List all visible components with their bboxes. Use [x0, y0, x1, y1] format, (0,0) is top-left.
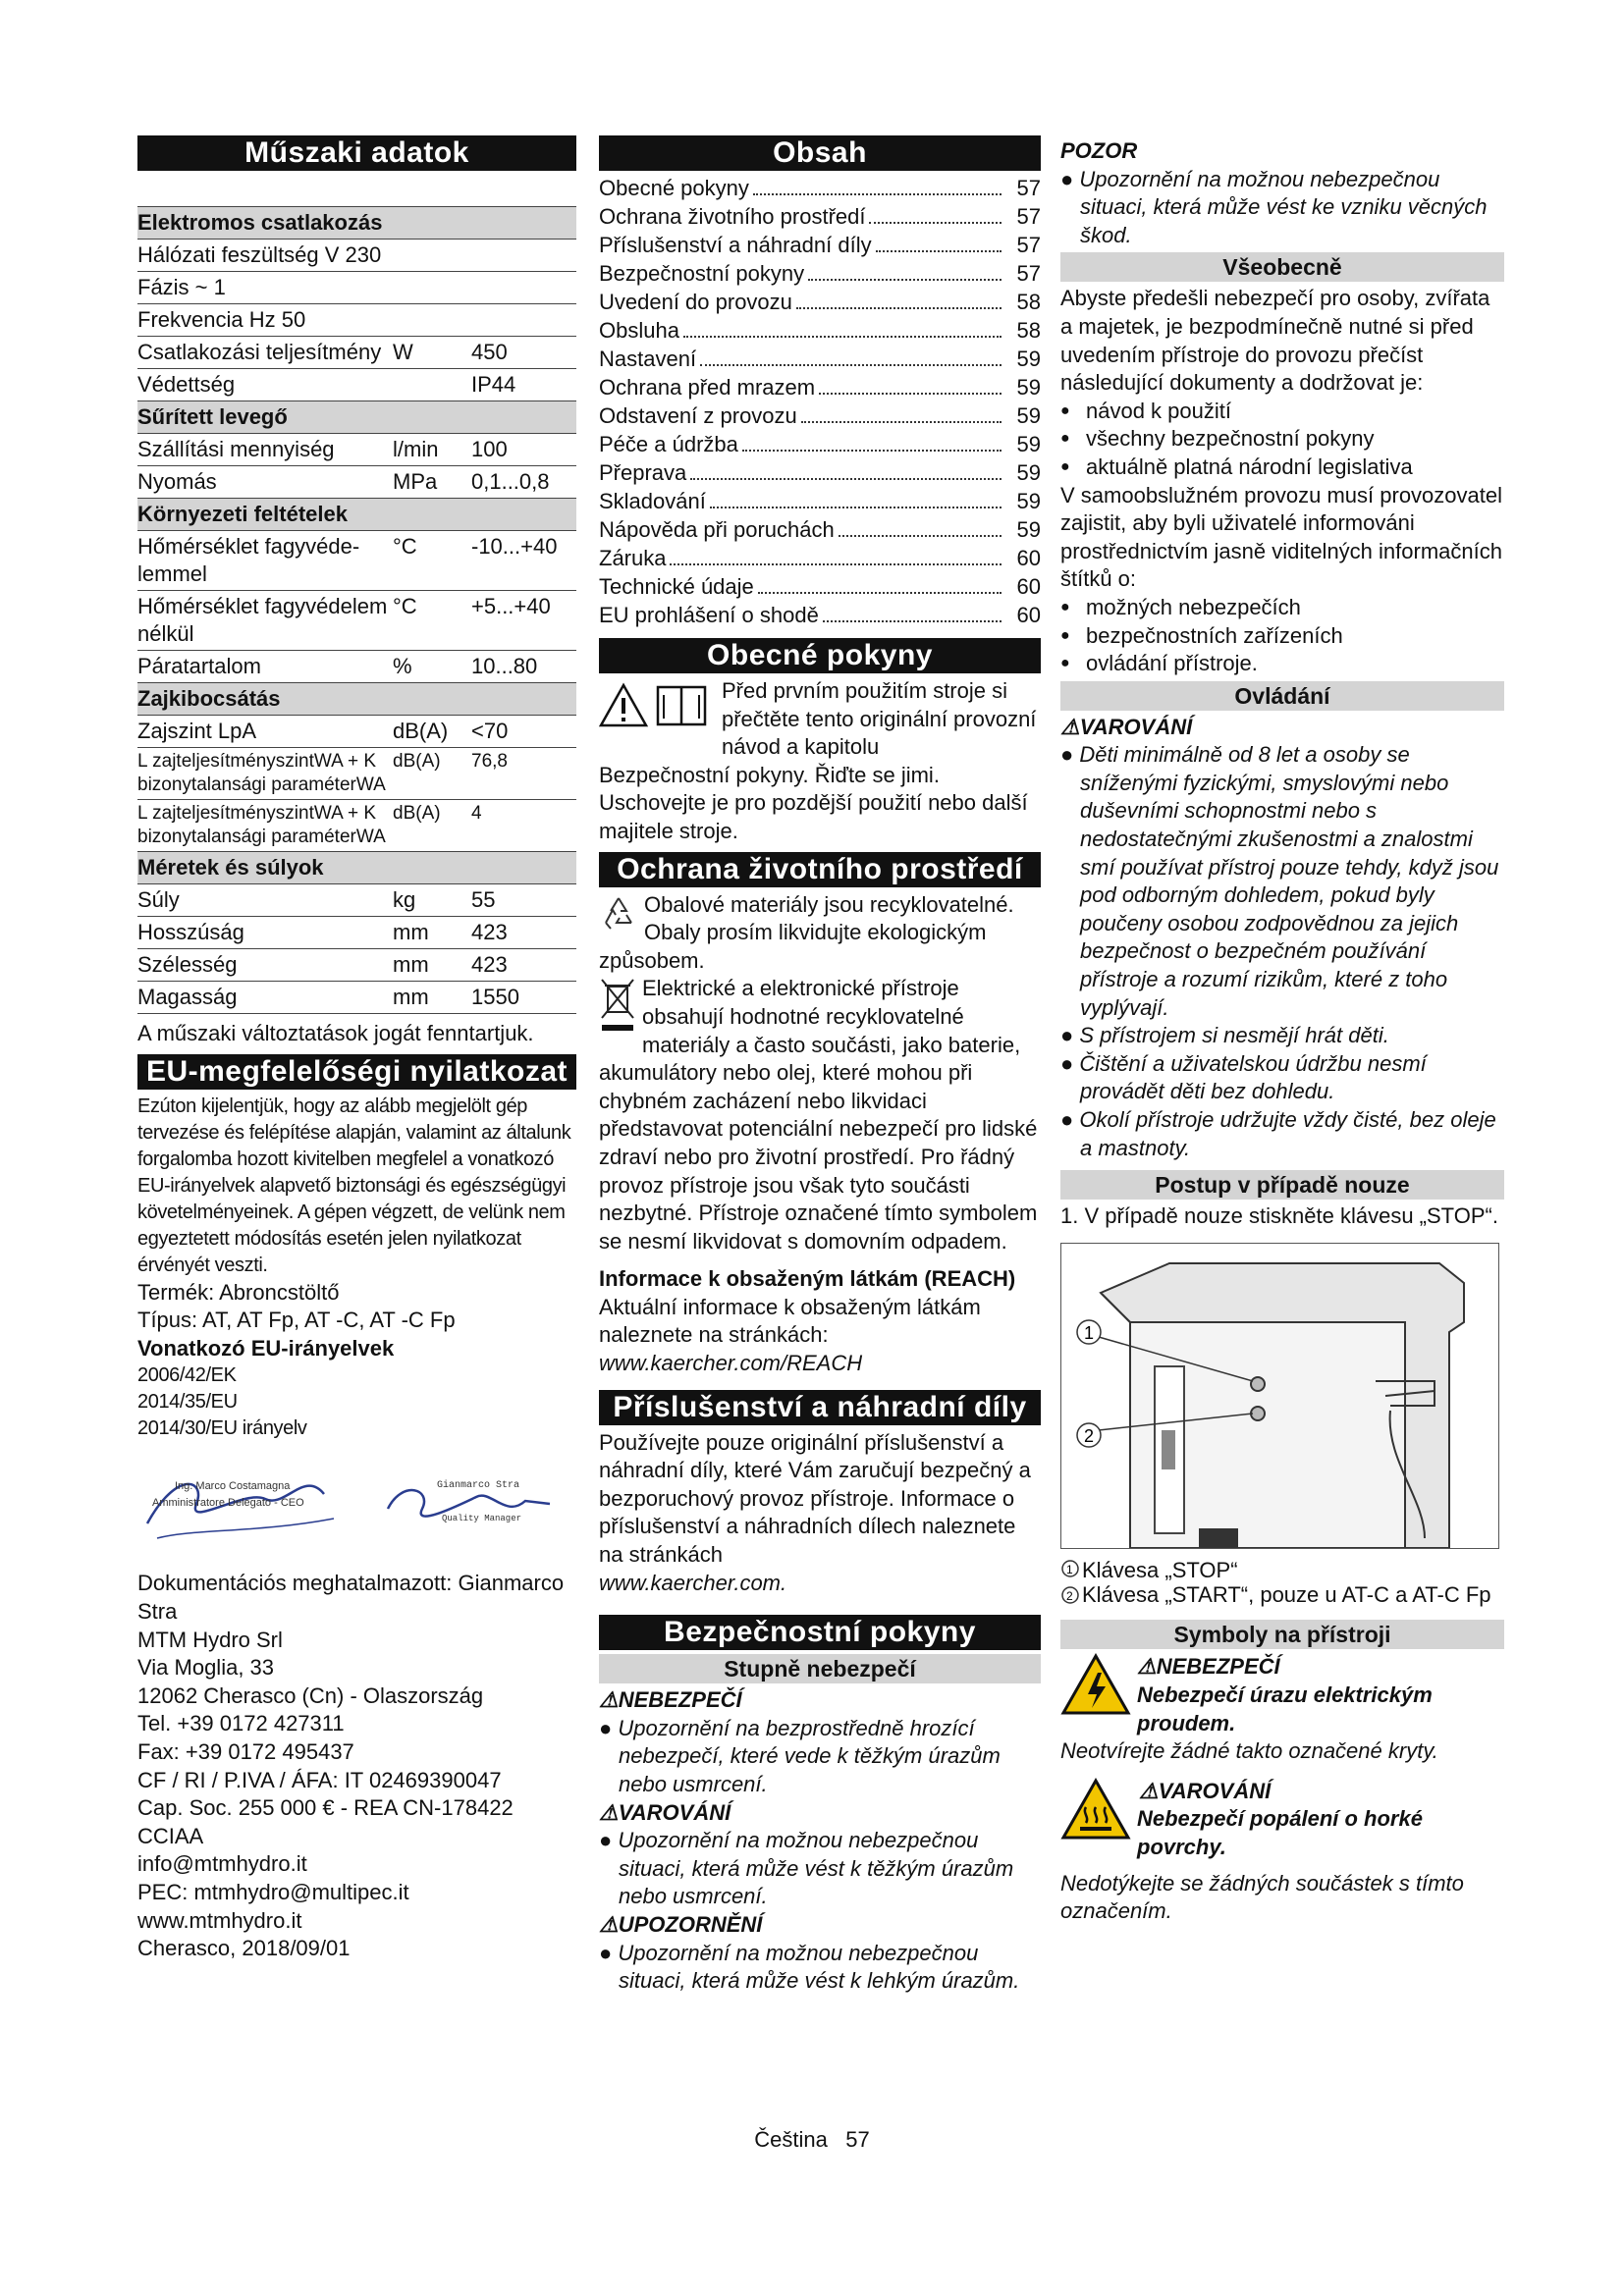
table-row: [137, 401, 576, 434]
general-info-heading: Všeobecně: [1060, 252, 1504, 282]
table-cell: [471, 272, 576, 304]
symbol-danger-text: Nebezpečí úrazu elektrickým proudem.: [1137, 1682, 1433, 1735]
table-row: [137, 499, 576, 531]
svg-text:1: 1: [1066, 1562, 1073, 1576]
table-cell: kg: [393, 884, 471, 917]
table-cell: [393, 240, 471, 272]
general-text-b: Bezpečnostní pokyny. Řiďte se jimi. Uschovejte je pro pozdější použití nebo další majitele stroje.: [599, 762, 1028, 843]
symbol-warn-note: Nedotýkejte se žádných součástek s tímto označením.: [1060, 1870, 1464, 1924]
table-cell: Hosszúság: [137, 917, 393, 949]
table-cell: 0,1...0,8: [471, 466, 576, 499]
toc-entry-page: 59: [1016, 347, 1041, 371]
table-cell: Páratartalom: [137, 651, 393, 683]
table-row: [137, 917, 576, 949]
table-cell: [471, 175, 576, 207]
toc-entry-title: Obecné pokyny: [599, 176, 749, 200]
section-header: Méretek és súlyok: [137, 852, 576, 884]
toc-entry-page: 60: [1016, 546, 1041, 570]
toc-leader: [808, 278, 1001, 281]
table-cell: L zajteljesítményszintWA + K bizonytalansági paraméterWA: [137, 800, 393, 852]
table-cell: [393, 304, 471, 337]
table-cell: Hőmérséklet fagyvédelemmel: [137, 531, 393, 591]
toc-entry[interactable]: [599, 545, 1041, 573]
table-cell: W: [393, 337, 471, 369]
toc-entry-title: Obsluha: [599, 318, 679, 343]
directive-item: 2014/30/EU irányelv: [137, 1417, 307, 1440]
toc-entry-title: Technické údaje: [599, 574, 754, 599]
section-header: Elektromos csatlakozás: [137, 207, 576, 240]
reach-text: Aktuální informace k obsaženým látkám naleznete na stránkách:: [599, 1294, 981, 1348]
list-item: [1060, 622, 1504, 651]
tech-note: A műszaki változtatások jogát fenntartjuk.: [137, 1021, 534, 1045]
toc-entry[interactable]: [599, 203, 1041, 232]
bullet-icon: ●: [1060, 457, 1070, 475]
key-legend-1: [1060, 1557, 1504, 1585]
page-footer: [0, 2127, 1624, 2153]
table-cell: 76,8: [471, 748, 576, 800]
table-cell: mm: [393, 917, 471, 949]
toc-leader: [819, 392, 1001, 395]
operation-warning-item: ● Čištění a uživatelskou údržbu nesmí provádět děti bez dohledu.: [1060, 1050, 1427, 1104]
symbol-warn-label: ⚠VAROVÁNÍ: [1139, 1778, 1272, 1803]
table-row: [137, 800, 576, 852]
toc-entry-title: Ochrana před mrazem: [599, 375, 816, 400]
env-text-b: Elektrické a elektronické přístroje obsahují hodnotné recyklovatelné materiály a často součásti, jako baterie, akumulátory nebo olej, které mohou při chybném zacházení nebo likvidaci představovat potenciální nebezpečí pro lidské zdraví nebo pro životní prostředí. Pro řádný provoz přístroje jsou však tyto součásti nezbytné. Přístroje označené tímto symbolem se nesmí likvidovat s domovním odpadem.: [599, 976, 1038, 1254]
toc-entry-page: 57: [1016, 204, 1041, 229]
table-cell: 450: [471, 337, 576, 369]
list-item: [1060, 454, 1504, 482]
symbol-warn-block: [1060, 1778, 1504, 1862]
start-key-drawing: [1251, 1407, 1265, 1420]
toc-entry-page: 59: [1016, 489, 1041, 513]
table-cell: dB(A): [393, 748, 471, 800]
table-cell: °C: [393, 531, 471, 591]
toc-entry[interactable]: [599, 459, 1041, 488]
operation-warning-item: ● S přístrojem si nesmějí hrát děti.: [1060, 1023, 1389, 1048]
toc-entry-page: 60: [1016, 574, 1041, 599]
toc-entry[interactable]: [599, 374, 1041, 402]
electric-hazard-icon: [1060, 1653, 1131, 1716]
table-cell: Hálózati feszültség V 230: [137, 240, 393, 272]
bullet-icon: ●: [1060, 401, 1070, 419]
toc-entry[interactable]: [599, 431, 1041, 459]
section-header: Zajkibocsátás: [137, 683, 576, 716]
table-row: [137, 434, 576, 466]
table-row: [137, 240, 576, 272]
toc-leader: [823, 619, 1001, 622]
bullet-icon: ●: [1060, 626, 1070, 644]
table-cell: -10...+40: [471, 531, 576, 591]
table-row: [137, 716, 576, 748]
caution-text: ● Upozornění na možnou nebezpečnou situaci, která může vést k lehkým úrazům.: [599, 1940, 1020, 1994]
toc-entry-page: 58: [1016, 318, 1041, 343]
table-cell: Zajszint LpA: [137, 716, 393, 748]
toc-entry[interactable]: [599, 232, 1041, 260]
toc-entry-page: 59: [1016, 403, 1041, 428]
toc-entry[interactable]: [599, 602, 1041, 630]
toc-entry-page: 57: [1016, 176, 1041, 200]
toc-entry-title: Nápověda při poruchách: [599, 517, 835, 542]
table-cell: 100: [471, 434, 576, 466]
caution-label: ⚠UPOZORNĚNÍ: [599, 1911, 763, 1937]
toc-entry-title: Ochrana životního prostředí: [599, 204, 866, 229]
table-cell: 423: [471, 917, 576, 949]
table-cell: Hőmérséklet fagyvédelem nélkül: [137, 591, 393, 651]
table-cell: Magasság: [137, 982, 393, 1014]
table-row: [137, 651, 576, 683]
contact-line: Dokumentációs meghatalmazott: Gianmarco Stra: [137, 1571, 565, 1624]
toc-entry[interactable]: [599, 488, 1041, 516]
table-row: [137, 466, 576, 499]
env-block-a: [599, 891, 1041, 976]
contact-line: 12062 Cherasco (Cn) - Olaszország: [137, 1682, 484, 1708]
toc-entry-page: 59: [1016, 460, 1041, 485]
table-cell: 423: [471, 949, 576, 982]
column-1: [137, 133, 576, 1963]
toc-leader: [700, 363, 1001, 366]
sig2-role: Quality Manager: [442, 1514, 522, 1524]
environment-heading: Ochrana životního prostředí: [599, 852, 1041, 887]
toc-leader: [683, 335, 1001, 338]
eu-declaration-heading: EU-megfelelőségi nyilatkozat: [137, 1054, 576, 1090]
section-header: Sűrített levegő: [137, 401, 576, 434]
table-row: [137, 591, 576, 651]
table-row: [137, 369, 576, 401]
directive-item: 2006/42/EK: [137, 1364, 237, 1387]
table-cell: Csatlakozási teljesítmény: [137, 337, 393, 369]
toc-entry[interactable]: [599, 175, 1041, 203]
symbol-warn-text: Nebezpečí popálení o horké povrchy.: [1137, 1806, 1423, 1859]
toc-heading: Obsah: [599, 135, 1041, 171]
general-heading: Obecné pokyny: [599, 638, 1041, 673]
types-line: Típus: AT, AT Fp, AT -C, AT -C Fp: [137, 1308, 456, 1333]
table-cell: Védettség: [137, 369, 393, 401]
operation-warning-item: ● Děti minimálně od 8 let a osoby se sníženými fyzickými, smyslovými nebo duševními schopnostmi nebo s nedostatečnými zkušenostmi a znalostmi smí používat přístroj pouze tehdy, když jsou pod odborným dohledem, pokud byly poučeny osobou zodpovědnou za jejich bezpečnost o bezpečném používání přístroje a rozumí rizikům, které z toho vyplývají.: [1060, 742, 1499, 1020]
reach-url[interactable]: www.kaercher.com/REACH: [599, 1351, 863, 1376]
contact-line: CF / RI / P.IVA / ÁFA: IT 02469390047: [137, 1767, 502, 1792]
table-row: [137, 949, 576, 982]
toc-leader: [670, 562, 1001, 565]
accessories-url[interactable]: www.kaercher.com.: [599, 1570, 787, 1595]
toc-entry-page: 60: [1016, 603, 1041, 627]
table-cell: Nyomás: [137, 466, 393, 499]
table-row: [137, 748, 576, 800]
table-row: [137, 884, 576, 917]
table-row: [137, 207, 576, 240]
column-2: [599, 133, 1041, 1996]
toc-entry-title: Bezpečnostní pokyny: [599, 261, 805, 286]
list-item: [1060, 398, 1504, 426]
callout-1: 1: [1084, 1322, 1095, 1343]
svg-text:2: 2: [1066, 1589, 1073, 1604]
table-cell: [393, 175, 471, 207]
table-row: [137, 304, 576, 337]
directives-list: [137, 1362, 576, 1442]
list-item-text: aktuálně platná národní legislativa: [1086, 454, 1413, 479]
contact-line: Fax: +39 0172 495437: [137, 1738, 354, 1764]
toc-leader: [710, 506, 1001, 508]
table-cell: %: [393, 651, 471, 683]
table-row: [137, 272, 576, 304]
toc-entry-title: EU prohlášení o shodě: [599, 603, 819, 627]
contact-line: Tel. +39 0172 427311: [137, 1711, 345, 1736]
contact-line: PEC: mtmhydro@multipec.it: [137, 1879, 409, 1904]
table-cell: MPa: [393, 466, 471, 499]
list-item-text: bezpečnostních zařízeních: [1086, 622, 1343, 648]
list-item: [1060, 594, 1504, 622]
toc-entry-title: Příslušenství a náhradní díly: [599, 233, 872, 257]
warning-text: ● Upozornění na možnou nebezpečnou situaci, která může vést k těžkým úrazům nebo usmrcení.: [599, 1828, 1014, 1909]
danger-label: ⚠NEBEZPEČÍ: [599, 1687, 742, 1713]
toc-entry[interactable]: [599, 402, 1041, 431]
contact-line: Cap. Soc. 255 000 € - REA CN-178422 CCIAA: [137, 1795, 514, 1848]
column-3: [1060, 133, 1504, 1926]
table-cell: l/min: [393, 434, 471, 466]
toc-entry-page: 59: [1016, 517, 1041, 542]
toc-entry[interactable]: [599, 289, 1041, 317]
symbol-danger-label: ⚠NEBEZPEČÍ: [1137, 1654, 1280, 1680]
emergency-heading: Postup v případě nouze: [1060, 1170, 1504, 1200]
table-cell: 10...80: [471, 651, 576, 683]
operation-heading: Ovládání: [1060, 681, 1504, 711]
toc-entry-title: Nastavení: [599, 347, 697, 371]
footer-language: Čeština: [754, 2127, 828, 2152]
toc-leader: [690, 477, 1001, 480]
general-info-text: Abyste předešli nebezpečí pro osoby, zvířata a majetek, je bezpodmínečně nutné si před uvedením přístroje do provozu přečíst následující dokumenty a dodržovat je:: [1060, 286, 1490, 396]
table-row: [137, 531, 576, 591]
list-item-text: možných nebezpečích: [1086, 594, 1301, 619]
warning-label: ⚠VAROVÁNÍ: [599, 1799, 731, 1825]
key-legend-2: [1060, 1584, 1504, 1608]
table-cell: °C: [393, 591, 471, 651]
env-block-b: [599, 975, 1041, 1255]
table-cell: [471, 304, 576, 337]
table-cell: [137, 175, 393, 207]
toc-leader: [742, 449, 1001, 452]
toc-leader: [876, 249, 1001, 252]
table-cell: [393, 272, 471, 304]
table-row: [137, 852, 576, 884]
toc-entry-page: 57: [1016, 261, 1041, 286]
general-info-list2: [1060, 594, 1504, 678]
table-cell: Szállítási mennyiség: [137, 434, 393, 466]
table-cell: dB(A): [393, 716, 471, 748]
list-item-text: návod k použití: [1086, 398, 1231, 423]
table-of-contents: [599, 175, 1041, 630]
toc-leader: [753, 192, 1001, 195]
contact-line: www.mtmhydro.it: [137, 1907, 302, 1933]
table-cell: [471, 240, 576, 272]
toc-entry[interactable]: [599, 573, 1041, 602]
table-cell: mm: [393, 949, 471, 982]
list-item-text: všechny bezpečnostní pokyny: [1086, 426, 1375, 452]
pozor-text: ● Upozornění na možnou nebezpečnou situaci, která může vést ke vzniku věcných škod.: [1060, 166, 1488, 247]
symbol-danger-note: Neotvírejte žádné takto označené kryty.: [1060, 1738, 1438, 1764]
table-cell: Szélesség: [137, 949, 393, 982]
stop-key-drawing: [1251, 1377, 1265, 1391]
toc-leader: [839, 534, 1001, 537]
emergency-step: 1. V případě nouze stiskněte klávesu „STOP“.: [1060, 1203, 1498, 1229]
reach-heading: Informace k obsaženým látkám (REACH): [599, 1266, 1016, 1292]
contact-line: Cherasco, 2018/09/01: [137, 1936, 351, 1961]
manual-book-icon: [658, 687, 705, 724]
contact-line: Via Moglia, 33: [137, 1655, 275, 1681]
tech-data-table: [137, 175, 576, 1014]
key-legend-1-text: Klávesa „STOP“: [1082, 1557, 1238, 1582]
toc-entry-page: 59: [1016, 375, 1041, 400]
table-cell: L zajteljesítményszintWA + K bizonytalansági paraméterWA: [137, 748, 393, 800]
table-row: [137, 683, 576, 716]
toc-entry-title: Péče a údržba: [599, 432, 738, 456]
directive-item: 2014/35/EU: [137, 1391, 238, 1414]
toc-entry-title: Přeprava: [599, 460, 687, 485]
general-text-a: Před prvním použitím stroje si přečtěte tento originální provozní návod a kapitolu: [722, 678, 1037, 760]
accessories-heading: Příslušenství a náhradní díly: [599, 1390, 1041, 1425]
operation-warning-item: ● Okolí přístroje udržujte vždy čisté, bez oleje a mastnoty.: [1060, 1107, 1496, 1160]
crossed-bin-icon: [599, 977, 636, 1036]
table-row: [137, 337, 576, 369]
page-number: 57: [845, 2127, 870, 2152]
bullet-icon: ●: [1060, 655, 1070, 672]
toc-leader: [758, 591, 1001, 594]
operation-warning-list: [1060, 741, 1504, 1162]
hot-surface-icon: [1060, 1778, 1131, 1841]
sig2-name: Gianmarco Stra: [437, 1480, 520, 1492]
toc-entry-page: 59: [1016, 432, 1041, 456]
warning-book-icons: [599, 677, 722, 762]
product-line: Termék: Abroncstöltő: [137, 1279, 340, 1305]
general-block: [599, 677, 1041, 762]
table-row: [137, 982, 576, 1014]
sig1-name: Ing. Marco Costamagna: [175, 1480, 291, 1493]
toc-entry[interactable]: [599, 516, 1041, 545]
key-legend-2-text: Klávesa „START“, pouze u AT-C a AT-C Fp: [1082, 1582, 1491, 1608]
table-cell: IP44: [471, 369, 576, 401]
operation-warning-label: ⚠VAROVÁNÍ: [1060, 714, 1193, 739]
toc-leader: [869, 221, 1001, 224]
table-cell: 55: [471, 884, 576, 917]
table-row: [137, 175, 576, 207]
accessories-text: Používejte pouze originální příslušenství a náhradní díly, které Vám zaručují bezpečný a bezporuchový provoz přístroje. Informace o příslušenství a náhradních dílech naleznete na stránkách: [599, 1429, 1031, 1568]
table-cell: mm: [393, 982, 471, 1014]
callout-2: 2: [1084, 1425, 1095, 1446]
device-illustration: [1060, 1243, 1499, 1549]
toc-entry-title: Uvedení do provozu: [599, 290, 792, 314]
toc-entry-title: Skladování: [599, 489, 706, 513]
general-info-text2: V samoobslužném provozu musí provozovatel zajistit, aby byli uživatelé informováni prostřednictvím jasně viditelných informačních štítků o:: [1060, 482, 1502, 592]
toc-entry-title: Odstavení z provozu: [599, 403, 797, 428]
hazard-levels-heading: Stupně nebezpečí: [599, 1654, 1041, 1683]
contact-block: [137, 1570, 576, 1962]
recycle-icon: [599, 893, 638, 933]
table-cell: dB(A): [393, 800, 471, 852]
list-item: [1060, 650, 1504, 678]
toc-entry[interactable]: [599, 260, 1041, 289]
bullet-icon: ●: [1060, 430, 1070, 448]
eu-declaration-text: Ezúton kijelentjük, hogy az alább megjelölt gép tervezése és felépítése alapján, valamint az általunk forgalomba hozott kivitelben megfelel a vonatkozó EU-irányelvek alapvető biztonsági és egészségügyi követelményeinek. A gépen végzett, de velünk nem egyeztetett módosítás esetén jelen nyilatkozat érvényét veszti.: [137, 1095, 571, 1276]
table-cell: 4: [471, 800, 576, 852]
toc-entry-title: Záruka: [599, 546, 667, 570]
signature-image: [137, 1450, 576, 1558]
env-text-a: Obalové materiály jsou recyklovatelné. Obaly prosím likvidujte ekologickým způsobem.: [599, 891, 1014, 973]
safety-heading: Bezpečnostní pokyny: [599, 1615, 1041, 1650]
pozor-label: POZOR: [1060, 138, 1138, 163]
toc-leader: [796, 306, 1001, 309]
table-cell: 1550: [471, 982, 576, 1014]
toc-entry-page: 57: [1016, 233, 1041, 257]
directives-heading: Vonatkozó EU-irányelvek: [137, 1335, 395, 1361]
symbol-danger-block: [1060, 1653, 1504, 1737]
toc-entry-page: 58: [1016, 290, 1041, 314]
toc-leader: [801, 420, 1001, 423]
symbols-heading: Symboly na přístroji: [1060, 1620, 1504, 1649]
warning-triangle-icon: [601, 685, 646, 725]
toc-entry[interactable]: [599, 346, 1041, 374]
table-cell: Súly: [137, 884, 393, 917]
bullet-icon: ●: [1060, 598, 1070, 615]
table-cell: Fázis ~ 1: [137, 272, 393, 304]
contact-line: MTM Hydro Srl: [137, 1627, 283, 1652]
table-cell: +5...+40: [471, 591, 576, 651]
tech-data-heading: Műszaki adatok: [137, 135, 576, 171]
table-cell: Frekvencia Hz 50: [137, 304, 393, 337]
section-header: Környezeti feltételek: [137, 499, 576, 531]
sig1-role: Amministratore Delegato - CEO: [152, 1497, 304, 1510]
toc-entry[interactable]: [599, 317, 1041, 346]
list-item-text: ovládání přístroje.: [1086, 651, 1258, 676]
danger-text: ● Upozornění na bezprostředně hrozící nebezpečí, které vede k těžkým úrazům nebo usmrcení.: [599, 1715, 1001, 1796]
signatures: [137, 1450, 576, 1558]
contact-line: info@mtmhydro.it: [137, 1851, 307, 1877]
list-item: [1060, 425, 1504, 454]
general-info-list: [1060, 398, 1504, 482]
table-cell: <70: [471, 716, 576, 748]
table-cell: [393, 369, 471, 401]
